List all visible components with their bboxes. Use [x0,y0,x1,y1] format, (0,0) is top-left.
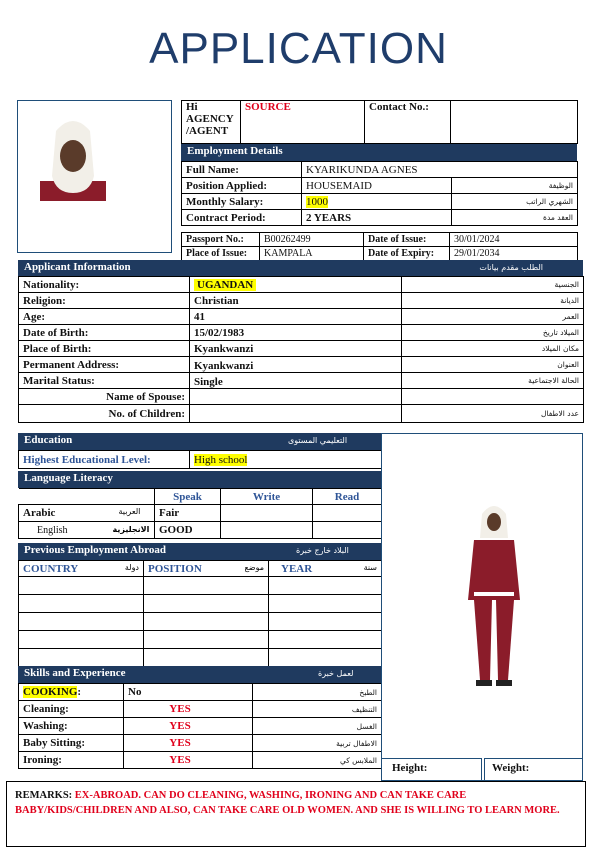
full-name-value: KYARIKUNDA AGNES [302,162,578,178]
contact-value [451,101,578,144]
skills-header-label: Skills and Experience [24,667,126,679]
prev-employment-row [19,595,382,613]
applicant-field-value-cell [190,373,402,389]
position-label: Position Applied: [182,178,302,194]
employment-table [181,161,578,226]
prev-employment-arabic: البلاد خارج خبرة [296,546,349,555]
applicant-row [19,293,584,309]
applicant-row [19,325,584,341]
full-body-photo-panel [381,433,583,781]
skill-value: No [124,684,253,701]
applicant-field-arabic: عدد الاطفال [402,405,584,423]
applicant-field-value: Kyankwanzi [194,342,254,355]
col-country [19,561,144,577]
passport-no-label: Passport No.: [182,233,260,247]
skill-arabic: الطبخ [253,684,382,701]
education-header-arabic: التعليمي المستوى [288,436,348,445]
education-table [18,450,382,469]
contract-value: 2 YEARS [302,210,452,226]
skill-value: YES [124,718,253,735]
skill-label: Cleaning: [23,703,69,715]
language-header: Language Literacy [18,471,381,488]
applicant-header-label: Applicant Information [24,261,131,273]
passport-no-value: B00262499 [260,233,364,247]
col-write: Write [221,489,313,505]
skills-row [19,701,382,718]
skill-label-cell [19,684,124,701]
arabic-speak: Fair [155,505,221,522]
skill-label: COOKING [23,686,78,698]
expiry-value: 29/01/2034 [450,247,578,261]
applicant-row [19,389,584,405]
applicant-field-label: No. of Children: [19,405,190,423]
skills-row [19,684,382,701]
applicant-field-arabic: العمر [402,309,584,325]
language-name: English [37,524,68,536]
language-arabic: العربية [118,507,141,516]
weight-label: Weight: [492,762,530,774]
applicant-field-label: Date of Birth: [19,325,190,341]
expiry-label: Date of Expiry: [364,247,450,261]
applicant-row [19,373,584,389]
language-name: Arabic [23,507,56,519]
applicant-field-value-cell [190,309,402,325]
applicant-field-arabic: الديانة [402,293,584,309]
education-level-value: High school [194,453,248,466]
arabic-read [313,505,382,522]
prev-employment-header [18,543,381,560]
page-title: APPLICATION [149,24,448,73]
salary-label: Monthly Salary: [182,194,302,210]
applicant-field-value: UGANDAN [194,279,256,291]
remarks-label: REMARKS: [15,790,73,801]
education-level-cell [190,451,382,469]
skill-value: YES [124,752,253,769]
applicant-field-value: 15/02/1983 [194,326,245,339]
skill-label-cell [19,718,124,735]
col-year [269,561,382,577]
applicant-field-label: Place of Birth: [19,341,190,357]
language-english-row [19,522,155,539]
col-speak: Speak [155,489,221,505]
col-position-arabic: موضع [244,562,264,572]
contact-label: Contact No.: [365,101,451,144]
source-label: SOURCE [241,101,365,144]
portrait-photo [17,100,172,253]
skills-row [19,735,382,752]
skill-label: Baby Sitting: [23,737,86,749]
prev-employment-row [19,631,382,649]
salary-arabic: الشهري الراتب [452,194,578,210]
applicant-field-arabic: الحالة الاجتماعية [402,373,584,389]
salary-cell [302,194,452,210]
applicant-field-value: 41 [194,310,205,323]
skill-label-cell [19,701,124,718]
applicant-field-arabic: الجنسية [402,277,584,293]
remarks-text: EX-ABROAD. CAN DO CLEANING, WASHING, IRONING AND CAN TAKE CARE BABY/KIDS/CHILDREN AND ALSO, CAN TAKE CARE OLD WOMEN. AND SHE IS WILLING TO LEARN MORE. [15,790,560,816]
language-arabic: الانجليزية [112,524,150,534]
prev-employment-table [18,560,382,667]
applicant-field-label: Permanent Address: [19,357,190,373]
skills-row [19,718,382,735]
skill-value: YES [124,735,253,752]
applicant-header [18,260,583,276]
skills-header [18,666,381,683]
arabic-write [221,505,313,522]
col-country-arabic: دولة [124,562,139,572]
prev-employment-row [19,613,382,631]
col-year-arabic: سنة [363,562,377,572]
col-read: Read [313,489,382,505]
applicant-field-value-cell [190,357,402,373]
skill-label: Ironing: [23,754,62,766]
passport-table [181,232,578,261]
skills-header-arabic: لعمل خبرة [318,669,354,678]
skills-table [18,683,382,769]
applicant-field-arabic: العنوان [402,357,584,373]
applicant-field-value: Kyankwanzi [194,360,254,372]
english-write [221,522,313,539]
position-arabic: الوظيفة [452,178,578,194]
contract-arabic: العقد مدة [452,210,578,226]
applicant-field-label: Religion: [19,293,190,309]
full-body-photo [444,492,544,694]
english-read [313,522,382,539]
skill-arabic: التنظيف [253,701,382,718]
agency-table [181,100,578,144]
place-issue-label: Place of Issue: [182,247,260,261]
applicant-field-value: Christian [194,294,239,307]
full-name-label: Full Name: [182,162,302,178]
skills-row [19,752,382,769]
skill-arabic: الاطفال تربية [253,735,382,752]
applicant-field-arabic: الميلاد تاريخ [402,325,584,341]
skill-label-cell [19,752,124,769]
applicant-row [19,309,584,325]
prev-employment-row [19,649,382,667]
col-year-label: YEAR [281,562,313,575]
skill-arabic: الملابس كي [253,752,382,769]
applicant-row [19,357,584,373]
applicant-table [18,276,584,423]
skill-label-colon: : [77,686,82,698]
salary-value: 1000 [306,195,328,208]
education-header [18,433,381,450]
applicant-field-value-cell [190,325,402,341]
english-speak: GOOD [155,522,221,539]
applicant-field-value-cell [190,341,402,357]
applicant-field-label: Name of Spouse: [19,389,190,405]
skill-label: Washing: [23,720,68,732]
place-issue-value: KAMPALA [260,247,364,261]
col-position-label: POSITION [148,562,202,575]
position-value: HOUSEMAID [302,178,452,194]
employment-header: Employment Details [181,144,577,161]
applicant-field-value-cell [190,293,402,309]
applicant-field-value-cell [190,389,402,405]
skill-label-cell [19,735,124,752]
applicant-field-value: Single [194,376,223,388]
issue-date-label: Date of Issue: [364,233,450,247]
applicant-field-value-cell [190,405,402,423]
language-arabic-row [19,505,155,522]
applicant-field-label: Nationality: [19,277,190,293]
prev-employment-row [19,577,382,595]
agency-label: Hi AGENCY /AGENT [182,101,241,144]
applicant-row [19,341,584,357]
prev-employment-label: Previous Employment Abroad [24,544,166,556]
col-country-label: COUNTRY [23,562,79,575]
remarks-box [6,781,586,847]
education-level-label: Highest Educational Level: [19,451,190,469]
applicant-field-label: Marital Status: [19,373,190,389]
skill-arabic: الغسل [253,718,382,735]
language-table [18,488,382,539]
applicant-field-arabic: مكان الميلاد [402,341,584,357]
applicant-row [19,405,584,423]
col-position [144,561,269,577]
applicant-row [19,277,584,293]
contract-label: Contract Period: [182,210,302,226]
applicant-header-arabic: الطلب مقدم بيانات [479,263,543,272]
skill-value: YES [124,701,253,718]
applicant-field-arabic [402,389,584,405]
applicant-field-label: Age: [19,309,190,325]
issue-date-value: 30/01/2024 [450,233,578,247]
applicant-field-value-cell [190,277,402,293]
education-header-label: Education [24,434,73,446]
height-label: Height: [392,762,428,774]
language-blank [19,489,155,505]
